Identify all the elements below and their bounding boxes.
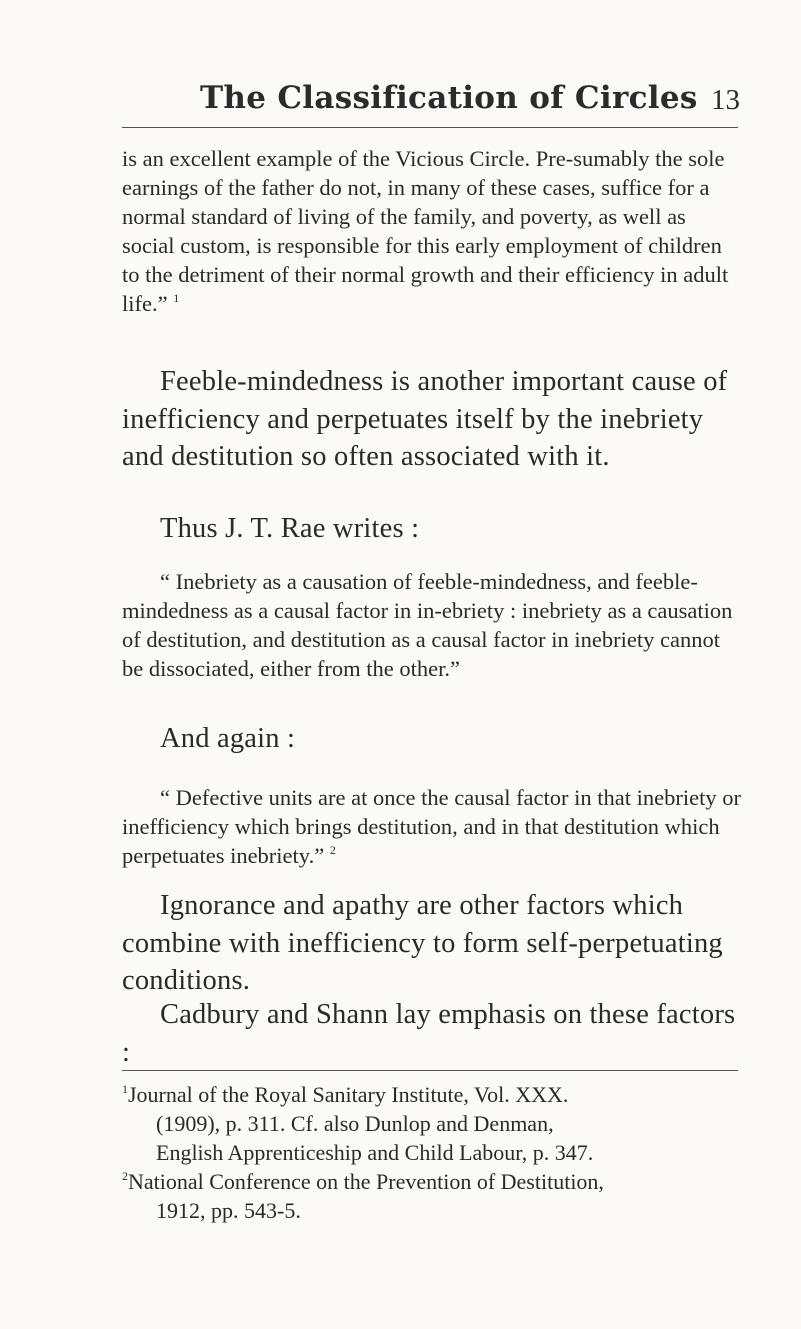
paragraph-text: And again : [160,723,296,754]
quote-defective-units [122,783,744,870]
page-number: 13 [711,84,740,116]
paragraph-rae-intro: Thus J. T. Rae writes : [160,513,420,544]
quote-text: “ Defective units are at once the causal factor in that inebriety or inefficiency which brings destitution, and in that destitution which perpetuates inebriety.” [122,785,741,868]
footnote-ref-2: 2 [329,843,336,857]
footnote-2: $^2$National Conference on the Prevention of Destitution, [122,1169,604,1194]
footnotes [122,1080,740,1225]
paragraph-feeble-mindedness: Feeble-mindedness is another important cause of inefficiency and perpetuates itself by the inebriety and destitution so often associated with it. [122,366,728,472]
footnote-2-line-2: 1912, pp. 543-5. [156,1198,301,1223]
quote-rae: “ Inebriety as a causation of feeble-mindedness, and feeble-mindedness as a causal factor in in-ebriety : inebriety as a causation of destitution, and destitution as a causal factor in inebriety cannot be dissociated, either from the other.” [122,569,733,681]
header-rule [122,127,738,128]
paragraph-text: is an excellent example of the Vicious Circle. Pre-sumably the sole earnings of the father do not, in many of these cases, suffice for a normal standard of living of the family, and poverty, as well as social custom, is responsible for this early employment of children to the detriment of their normal growth and their efficiency in adult life.” [122,146,729,316]
running-title: The Classification of Circles [200,80,698,116]
footnote-rule [122,1070,738,1071]
footnote-1-line-2: (1909), p. 311. Cf. also Dunlop and Denman, [156,1111,554,1136]
footnote-1-line-3: English Apprenticeship and Child Labour, p. 347. [156,1140,594,1165]
paragraph-cadbury: Cadbury and Shann lay emphasis on these factors : [122,999,736,1068]
paragraph-ignorance: Ignorance and apathy are other factors which combine with inefficiency to form self-perpetuating conditions. [122,890,723,996]
paragraph-and-again [122,720,740,758]
running-header [200,80,740,130]
paragraph-vicious-circle [122,144,740,318]
footnote-1: $^1$Journal of the Royal Sanitary Institute, Vol. XXX. [122,1082,569,1107]
footnote-ref-1: 1 [173,291,180,305]
